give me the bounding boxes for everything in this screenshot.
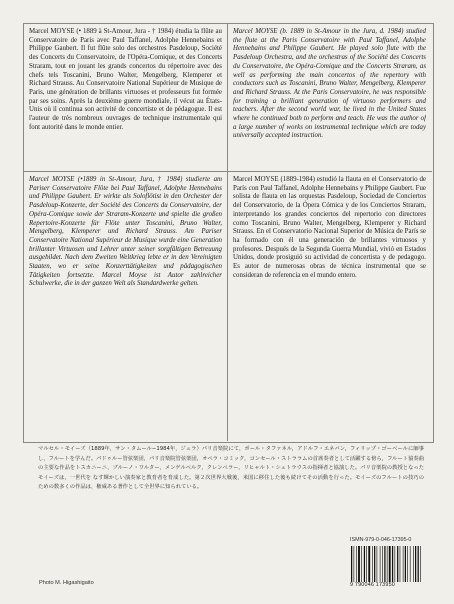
barcode-bar [361, 546, 362, 582]
barcode-bar [403, 546, 404, 582]
frame-horizontal-divider [23, 171, 432, 172]
barcode-bar [382, 546, 383, 582]
barcode-bar [368, 546, 370, 582]
barcode-bar [384, 546, 385, 582]
barcode-bar [397, 546, 398, 582]
barcode-bar [374, 546, 375, 582]
barcode-bar [405, 546, 406, 582]
barcode-bar [392, 546, 393, 582]
barcode-bar [389, 546, 391, 582]
barcode-bar [377, 546, 378, 582]
barcode-number: 9 790046 173950 [350, 582, 395, 588]
barcode-bar [410, 546, 411, 582]
barcode-bar [366, 546, 367, 582]
bio-spanish: Marcel MOYSE (1889-1984) estudió la flauta en el Conservatorio de París con Paul Taffanel, Adolphe Hennebains y Philippe Gaubert. Fue solista de flauta en las orquestas Pasdeloup, Sociedad de Conciertos del Conservatorio, de la Ópera Cómica y de los Conciertos Straram, interpretando los grandes conciertos del repertorio con directores como Toscanini, Bruno Walter, Mengelberg, Klemperer y Richard Strauss. En el Conservatorio Nacional Superior de Música de París se ha formado con él una generación de brillantes virtuosos y profesores. Después de la Segunda Guerra Mundial, vivió en Estados Unidos, donde prosiguió su actividad de concertista y de pedagogo. Es autor de numerosas obras de técnica instrumental que se consideran de referencia en el mundo entero. [233, 176, 426, 279]
barcode-bar [415, 546, 416, 582]
barcode-bar [395, 546, 396, 582]
barcode-bar [351, 546, 352, 582]
barcode-bar [380, 546, 381, 582]
barcode [350, 546, 424, 582]
barcode-bar [420, 546, 421, 582]
bio-japanese: マルセル・モイーズ（1889年，サン・タムール−1984年，ジュラ）パリ音楽院にて，ポール・タファネル，アドルフ・エネバン，フィリップ・ゴーベールに師事し，フルートを学んだ。パドゥルー管弦楽団，パリ音楽院管弦楽団，オペラ・コミック，コンセール・ストララムの首席奏者として活躍する傍ら，フルート協奏曲の主要な作品をトスカニーニ，ブルーノ・ワルター，メンゲルベルク，クレンペラー，リヒャルト・シュトラウスの指揮者と協演した。パリ音楽院の教授となったモイーズは，一世代を なす輝かしい演奏家と教育者を育成した。第２次世界大戦後，米国に移住した後も続けてその活動を行った。モイーズのフルートの技巧のための数多くの作品は，権威ある著作として全世界に知られている。 [38, 446, 424, 491]
barcode-bar [387, 546, 388, 582]
barcode-bar [364, 546, 365, 582]
barcode-bar [418, 546, 419, 582]
bio-english: Marcel MOYSE (b. 1889 in St-Amour in the Jura, d. 1984) studied the flute at the Paris Conservatoire with Paul Taffanel, Adolphe Hennebains and Philippe Gaubert. He played solo flute with the Pasdeloup Orchestra, and the orchestras of the Société des Concerts du Conservatoire, the Opéra-Comique and the Concerts Straram, as well as performing the main concertos of the repertory with conductors such as Toscanini, Bruno Walter, Mengelberg, Klemperer and Richard Strauss. At the Paris Conservatoire, he was responsible for training a brilliant generation of virtuoso performers and teachers. After the second world war, he lived in the United States where he continued both to perform and teach. He was the author of a large number of works on instrumental technique which are today universally accepted instruction. [233, 28, 426, 140]
photo-credit: Photo M. Higashigaito [39, 580, 94, 586]
ismn-code: ISMN-979-0-046-17395-0 [350, 537, 412, 543]
barcode-bar [400, 546, 401, 582]
barcode-bar [354, 546, 355, 582]
barcode-bar [356, 546, 357, 582]
barcode-bar [372, 546, 373, 582]
frame-vertical-divider [227, 23, 228, 441]
barcode-bar [358, 546, 360, 582]
barcode-bar [413, 546, 414, 582]
barcode-bar [407, 546, 408, 582]
bio-french: Marcel MOYSE (• 1889 à St-Amour, Jura - † 1984) étudia la flûte au Conservatoire de Paris avec Paul Taffanel, Adolphe Hennebains et Philippe Gaubert. Il fut flûte solo des orchestres Pasdeloup, Société des Concerts du Conservatoire, de l'Opéra-Comique, et des Concerts Straram, tout en jouant les grands concertos du répertoire avec des chefs tels Toscanini, Bruno Walter, Mengelberg, Klemperer et Richard Strauss. Au Conservatoire National Supérieur de Musique de Paris, une génération de brillants virtuoses et professeurs fut formée par ses soins. Après la deuxième guerre mondiale, il vécut au États-Unis où il continua son activité de concertiste et de pédagogue. Il est l'auteur de très nombreux ouvrages de technique instrumentale qui font autorité dans le monde entier. [29, 28, 222, 131]
bio-german: Marcel MOYSE (•1889 in St-Amour, Jura, † 1984) studierte am Pariser Conservatoire Flöte bei Paul Taffanel, Adolphe Hennebains und Philippe Gaubert. Er wirkte als Soloflötist in den Orchester der Pasdeloup-Konzerte, der Société des Concerts du Conservatoire, der Opéra-Comique sowie der Straram-Konzerte und spielte die großen Repertoire-Konzerte für Flöte unter Toscanini, Bruno Walter, Mengelberg, Klemperer und Richard Strauss. Am Pariser Conservatoire National Supérieur de Musique wurde eine Generation brillanter Virtuosen und Lehrer unter seiner sorgfältigen Betreuung ausgebildet. Nach dem Zweiten Weltkrieg lebte er in den Vereinigten Staaten, wo er seine Konzerttätigkeiten und pädagogischen Tätigkeiten fortsetzte. Marcel Moyse ist Autor zahlreicher Schulwerke, die in der ganzen Welt als Standardwerke gelten. [29, 176, 222, 288]
